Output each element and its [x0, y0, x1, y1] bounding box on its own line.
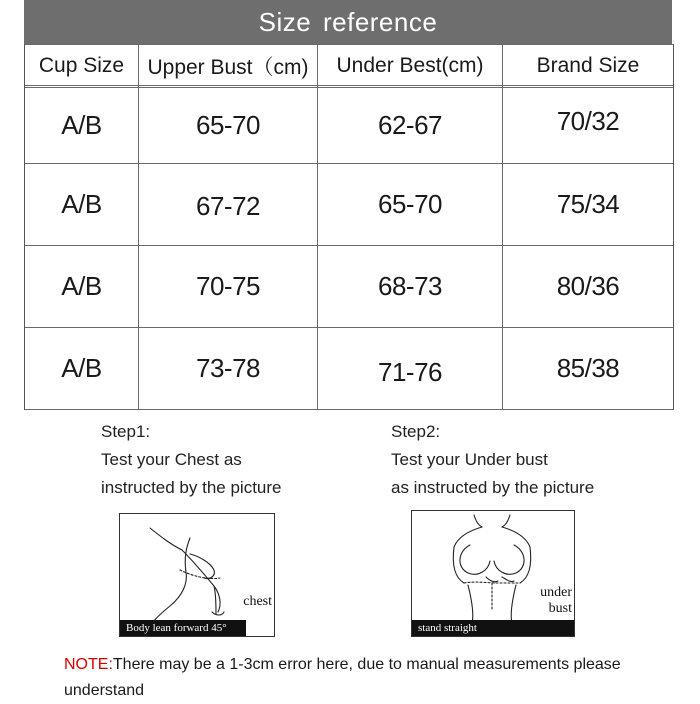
note-text: There may be a 1-3cm error here, due to manual measurements please understand — [64, 656, 621, 699]
step2-line2: as instructed by the picture — [391, 478, 595, 497]
step1-instructions — [101, 418, 281, 502]
step1-line1: Test your Chest as — [101, 450, 242, 469]
table-cell: 65-70 — [378, 189, 442, 219]
table-cell: A/B — [61, 110, 102, 140]
column-header-under-bust: Under Best(cm) — [336, 54, 484, 77]
step1-line2: instructed by the picture — [101, 478, 282, 497]
under-label: under — [540, 585, 572, 600]
table-cell: 68-73 — [378, 271, 442, 301]
chest-measurement-illustration — [119, 513, 275, 637]
column-header-cup-size: Cup Size — [38, 54, 125, 77]
body-lean-forward-icon — [120, 514, 274, 636]
table-cell: 70-75 — [196, 271, 260, 301]
chest-label: chest — [243, 594, 272, 609]
table-cell: 85/38 — [556, 353, 620, 383]
measurement-note — [64, 652, 654, 704]
step2-instructions — [391, 418, 594, 502]
table-cell: 71-76 — [378, 357, 442, 387]
under-bust-measurement-illustration — [411, 510, 575, 637]
table-cell: 62-67 — [378, 110, 442, 140]
stand-straight-icon — [412, 511, 574, 636]
table-cell: 75/34 — [556, 189, 620, 219]
column-header-upper-bust: Upper Bust（cm) — [147, 56, 309, 79]
table-cell: 67-72 — [196, 191, 260, 221]
table-cell: 70/32 — [556, 106, 620, 136]
step2-line1: Test your Under bust — [391, 450, 548, 469]
note-label: NOTE: — [64, 656, 113, 673]
body-lean-caption: Body lean forward 45° — [120, 620, 246, 636]
stand-straight-caption: stand straight — [412, 620, 574, 636]
table-cell: 65-70 — [196, 110, 260, 140]
column-header-brand-size: Brand Size — [536, 54, 640, 77]
table-cell: A/B — [61, 189, 102, 219]
size-table — [24, 44, 674, 410]
table-cell: A/B — [61, 353, 102, 383]
step1-title: Step1: — [101, 422, 151, 441]
page-title: Size reference — [258, 6, 438, 37]
table-cell: 80/36 — [556, 271, 620, 301]
step2-title: Step2: — [391, 422, 441, 441]
bust-label: bust — [548, 601, 572, 616]
table-cell: 73-78 — [196, 353, 260, 383]
table-rule — [25, 44, 673, 45]
size-reference-header — [24, 0, 672, 44]
table-cell: A/B — [61, 271, 102, 301]
